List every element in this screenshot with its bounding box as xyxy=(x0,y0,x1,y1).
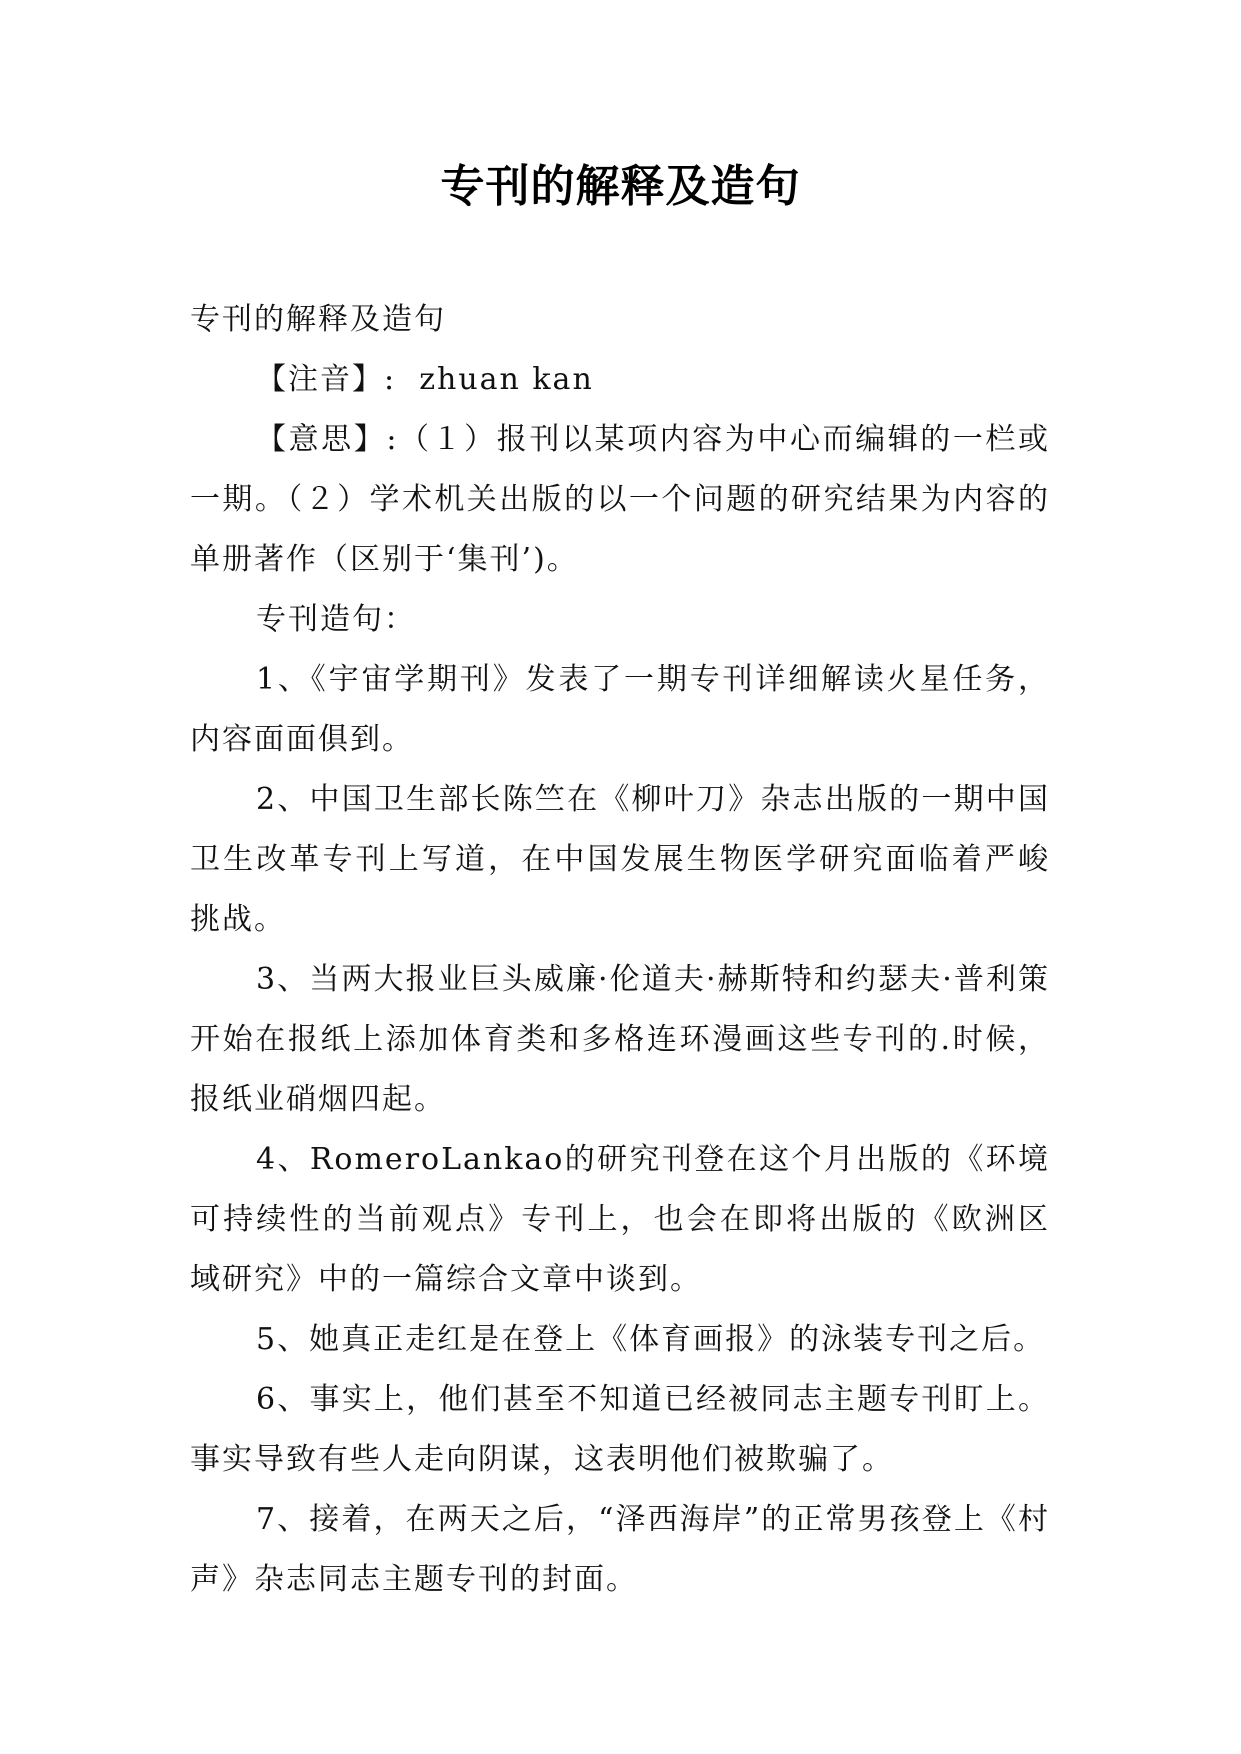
example-sentence-5: 5、她真正走红是在登上《体育画报》的泳装专刊之后。 xyxy=(256,1322,1046,1357)
document-title: 专刊的解释及造句 xyxy=(440,161,801,212)
examples-heading: 专刊造句： xyxy=(256,602,416,637)
example-sentence-3: 3、当两大报业巨头威廉·伦道夫·赫斯特和约瑟夫·普利策开始在报纸上添加体育类和多格连环漫画这些专刊的.时候，报纸业硝烟四起。 xyxy=(190,962,1050,1117)
document-subtitle: 专刊的解释及造句 xyxy=(190,302,446,337)
meaning-paragraph xyxy=(190,410,1050,590)
example-sentence-2: 2、中国卫生部长陈竺在《柳叶刀》杂志出版的一期中国卫生改革专刊上写道，在中国发展生物医学研究面临着严峻挑战。 xyxy=(190,782,1050,937)
example-sentence-1: 1、《宇宙学期刊》发表了一期专刊详细解读火星任务，内容面面俱到。 xyxy=(190,662,1050,757)
pinyin-line xyxy=(190,350,1050,410)
pinyin-value: zhuan kan xyxy=(419,362,594,397)
example-sentence-7: 7、接着，在两天之后，“泽西海岸”的正常男孩登上《村声》杂志同志主题专刊的封面。 xyxy=(190,1502,1050,1597)
example-sentence-4: 4、RomeroLankao的研究刊登在这个月出版的《环境可持续性的当前观点》专刊上，也会在即将出版的《欧洲区域研究》中的一篇综合文章中谈到。 xyxy=(190,1142,1050,1297)
meaning-text: （１）报刊以某项内容为中心而编辑的一栏或一期。（２）学术机关出版的以一个问题的研究结果为内容的单册著作（区别于‘集刊’)。 xyxy=(190,422,1051,577)
meaning-label: 【意思】: xyxy=(256,422,399,457)
pinyin-label: 【注音】: xyxy=(256,362,397,397)
document-body xyxy=(190,290,1050,1610)
example-sentence-6: 6、事实上，他们甚至不知道已经被同志主题专刊盯上。事实导致有些人走向阴谋，这表明他们被欺骗了。 xyxy=(190,1382,1050,1477)
